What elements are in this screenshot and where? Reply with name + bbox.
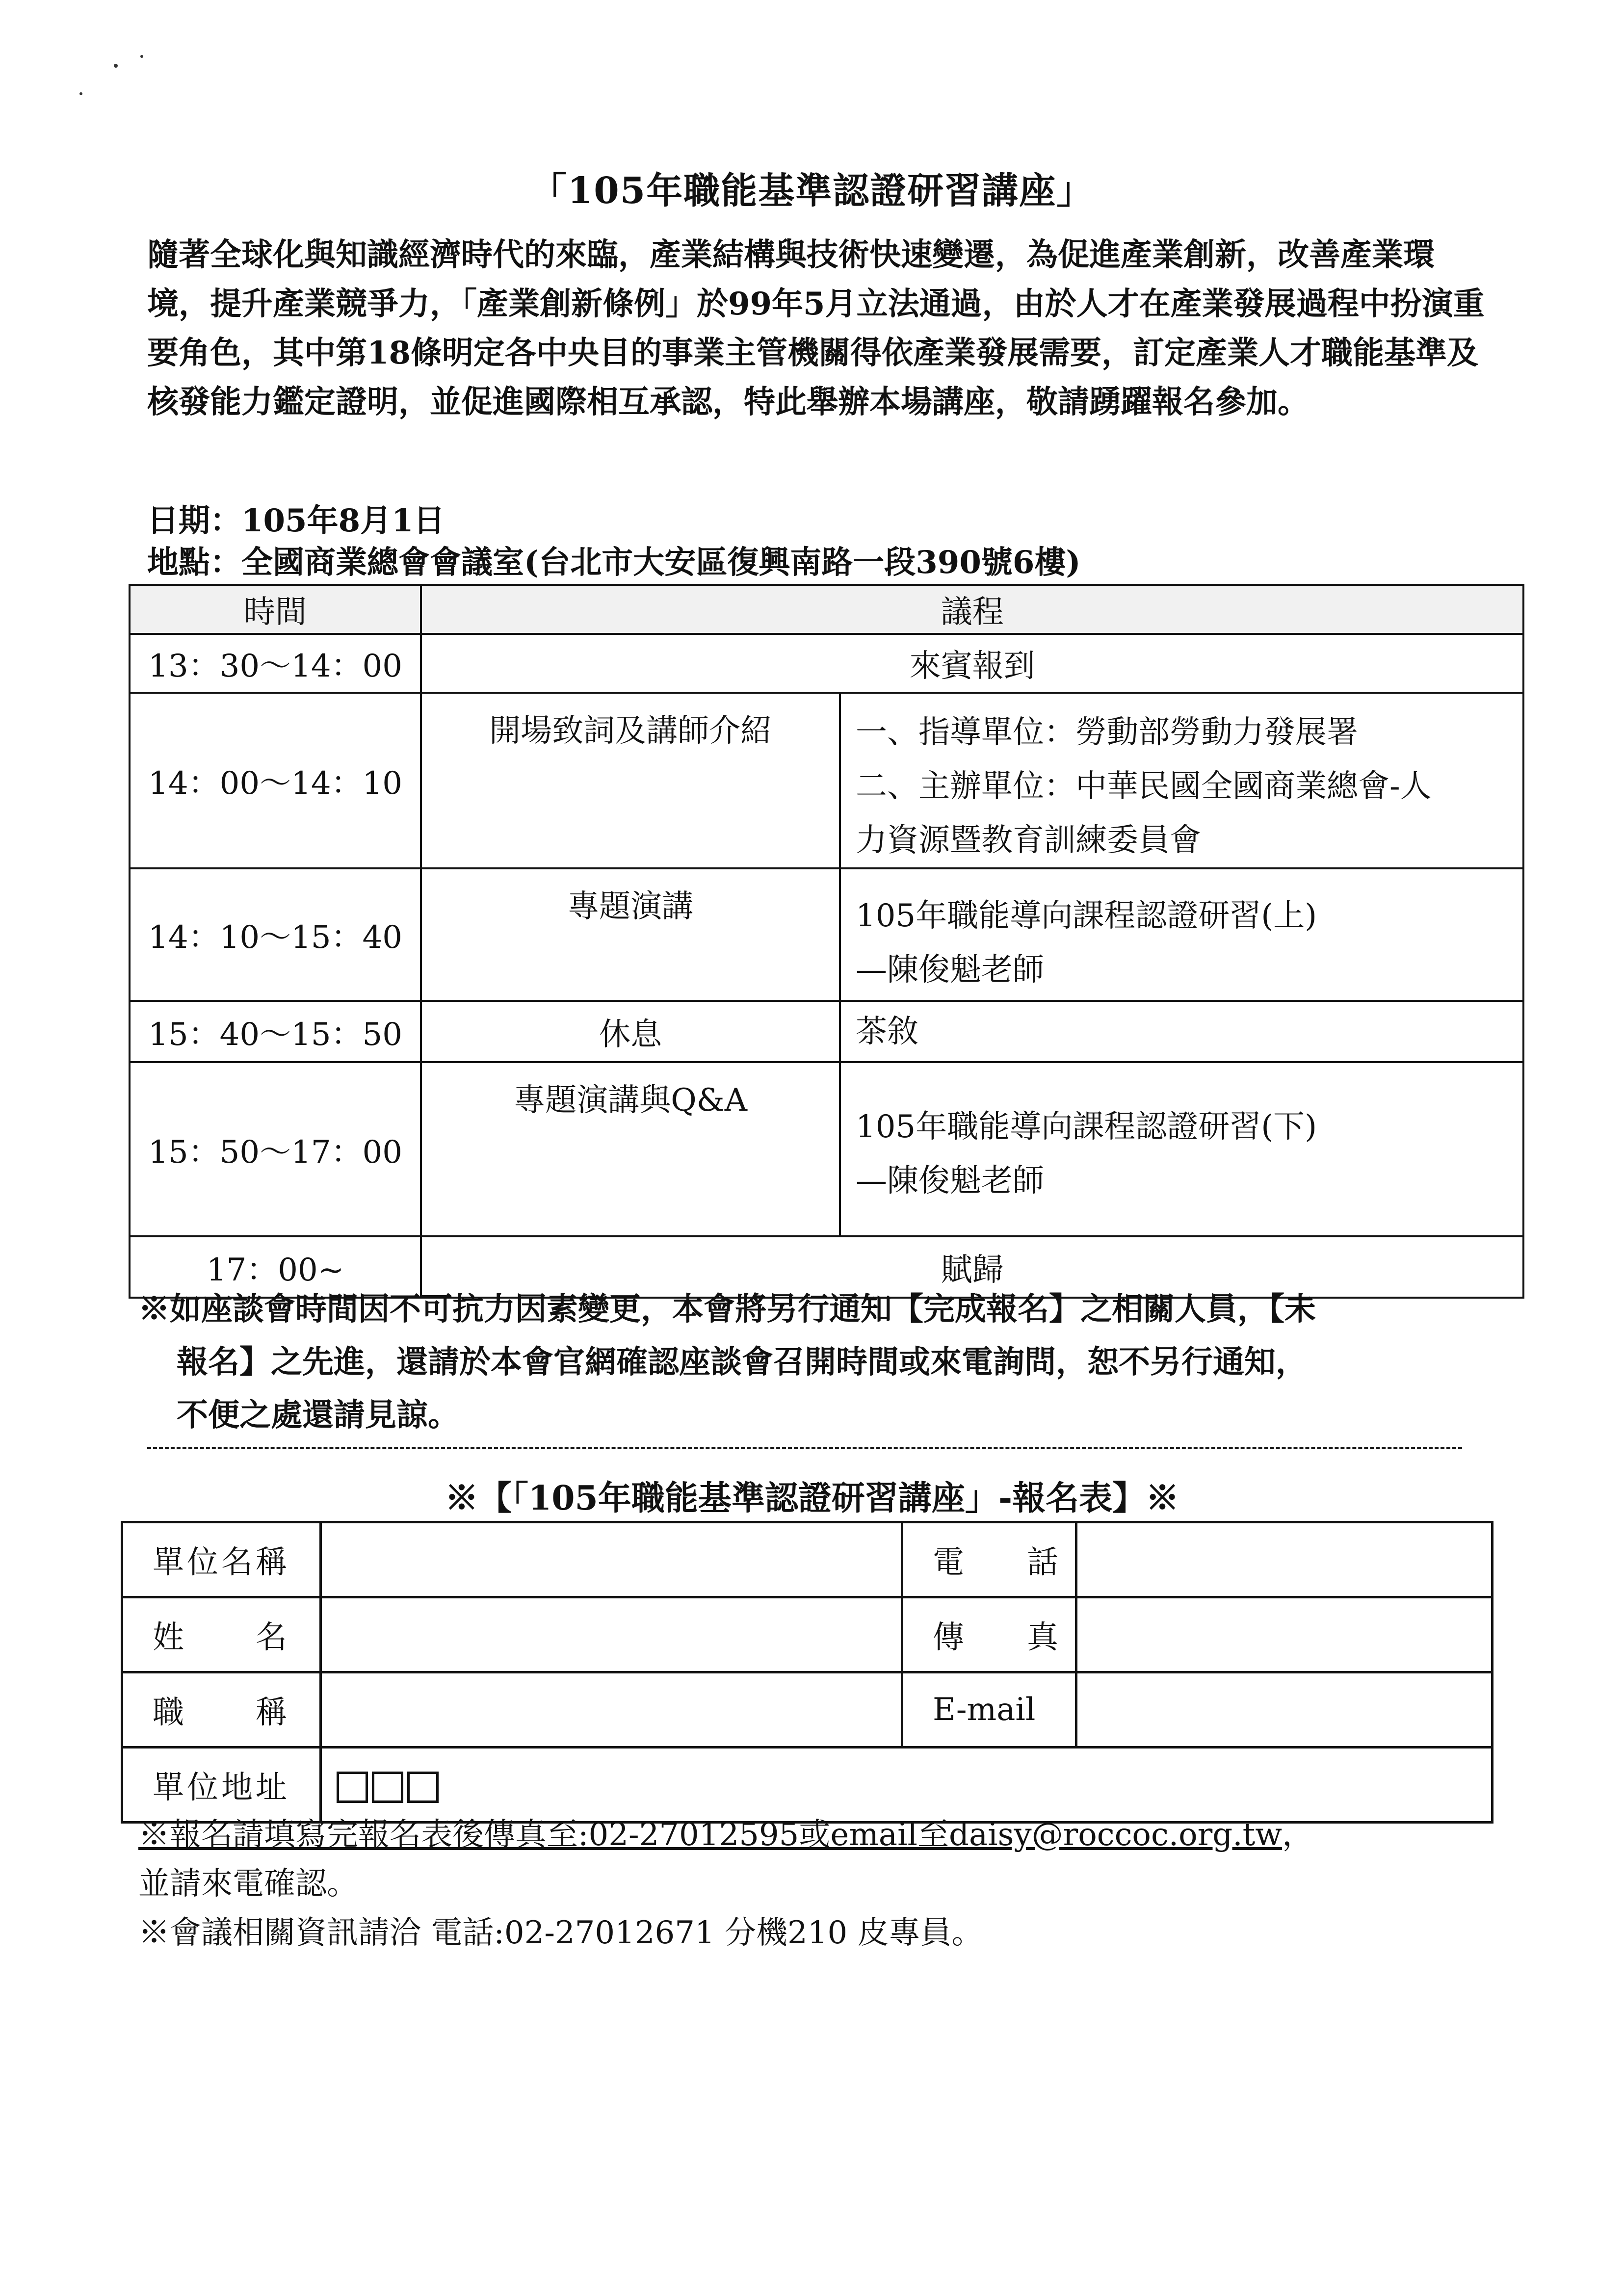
detail-line: 二、主辦單位：中華民國全國商業總會-人: [856, 768, 1432, 805]
footer-line: ※會議相關資訊請洽 電話:02-27012671 分機210 皮專員。: [138, 1915, 983, 1951]
label-email: E-mail: [902, 1672, 1076, 1748]
label-address: 單位地址: [122, 1748, 321, 1823]
schedule-header-time: 時間: [130, 585, 421, 634]
notice-line: 不便之處還請見諒。: [177, 1397, 459, 1434]
document-title: 「105年職能基準認證研習講座」: [530, 170, 1094, 212]
schedule-time: 15：40～15：50: [130, 1001, 421, 1062]
form-row: [122, 1672, 1493, 1748]
postal-box[interactable]: [337, 1772, 368, 1803]
detail-line: 105年職能導向課程認證研習(下): [856, 1109, 1317, 1145]
schedule-topic: 專題演講: [421, 868, 840, 1001]
notice-line: 報名】之先進，還請於本會官網確認座談會召開時間或來電詢問，恕不另行通知，: [177, 1344, 1307, 1381]
fax-email-instruction: ※報名請填寫完報名表後傳真至:02-27012595或email至daisy@roccoc.org.tw: [138, 1817, 1283, 1853]
footer-punct: ，: [1282, 1817, 1314, 1853]
postal-box[interactable]: [407, 1772, 439, 1803]
position-field[interactable]: [321, 1672, 902, 1748]
schedule-time: 15：50～17：00: [130, 1062, 421, 1236]
label-org: 單位名稱: [122, 1522, 321, 1597]
email-field[interactable]: [1076, 1672, 1493, 1748]
schedule-time: 14：00～14：10: [130, 693, 421, 868]
footer-line: [138, 1810, 1313, 1859]
event-location: 地點：全國商業總會會議室(台北市大安區復興南路一段390號6樓): [147, 544, 1081, 581]
detail-line: 茶敘: [856, 1013, 919, 1050]
schedule-detail: [840, 868, 1523, 1001]
notice-line: ※如座談會時間因不可抗力因素變更，本會將另行通知【完成報名】之相關人員，【未: [138, 1291, 1316, 1328]
event-date: 日期：105年8月1日: [147, 502, 445, 539]
schedule-agenda: 賦歸: [421, 1236, 1523, 1298]
org-field[interactable]: [321, 1522, 902, 1597]
label-fax: 傳 真: [902, 1597, 1076, 1672]
schedule-row: [130, 868, 1523, 1001]
scan-speck: [140, 55, 143, 58]
name-field[interactable]: [321, 1597, 902, 1672]
schedule-row: [130, 634, 1523, 693]
schedule-time: 13：30～14：00: [130, 634, 421, 693]
schedule-agenda: 來賓報到: [421, 634, 1523, 693]
form-row: [122, 1597, 1493, 1672]
fax-field[interactable]: [1076, 1597, 1493, 1672]
postal-code-boxes[interactable]: [337, 1767, 443, 1803]
detail-line: 力資源暨教育訓練委員會: [856, 822, 1202, 859]
form-title: ※【「105年職能基準認證研習講座」-報名表】※: [445, 1479, 1179, 1518]
schedule-time: 14：10～15：40: [130, 868, 421, 1001]
cut-line: [147, 1447, 1462, 1449]
postal-box[interactable]: [372, 1772, 403, 1803]
schedule-row: [130, 693, 1523, 868]
schedule-detail: [840, 1062, 1523, 1236]
schedule-table: [129, 584, 1524, 1299]
schedule-topic: 開場致詞及講師介紹: [421, 693, 840, 868]
phone-field[interactable]: [1076, 1522, 1493, 1597]
intro-text: 隨著全球化與知識經濟時代的來臨，產業結構與技術快速變遷，為促進產業創新，改善產業環境，提升產業競爭力，「產業創新條例」於99年5月立法通過，由於人才在產業發展過程中扮演重要角色，其中第18條明定各中央目的事業主管機關得依產業發展需要，訂定產業人才職能基準及核發能力鑑定證明，並促進國際相互承認，特此舉辦本場講座，敬請踴躍報名參加。: [147, 236, 1485, 420]
label-name: 姓 名: [122, 1597, 321, 1672]
scan-speck: [79, 92, 82, 95]
detail-line: —陳俊魁老師: [856, 952, 1045, 988]
detail-line: 105年職能導向課程認證研習(上): [856, 898, 1317, 934]
label-position: 職 稱: [122, 1672, 321, 1748]
schedule-topic: 專題演講與Q&A: [421, 1062, 840, 1236]
footer: [138, 1810, 1313, 1957]
schedule-time: 17：00~: [130, 1236, 421, 1298]
schedule-topic: 休息: [421, 1001, 840, 1062]
detail-line: 一、指導單位：勞動部勞動力發展署: [856, 714, 1359, 751]
form-row: [122, 1522, 1493, 1597]
schedule-row: [130, 1062, 1523, 1236]
intro-paragraph: [147, 231, 1487, 427]
schedule-detail: [840, 693, 1523, 868]
footer-line: 並請來電確認。: [138, 1866, 358, 1902]
schedule-row: [130, 1001, 1523, 1062]
scan-speck: [114, 64, 118, 68]
notice: [138, 1283, 1512, 1442]
schedule-detail: [840, 1001, 1523, 1062]
schedule-header-agenda: 議程: [421, 585, 1523, 634]
registration-form: [121, 1521, 1493, 1824]
schedule-header-row: [130, 585, 1523, 634]
label-phone: 電 話: [902, 1522, 1076, 1597]
detail-line: —陳俊魁老師: [856, 1163, 1045, 1199]
